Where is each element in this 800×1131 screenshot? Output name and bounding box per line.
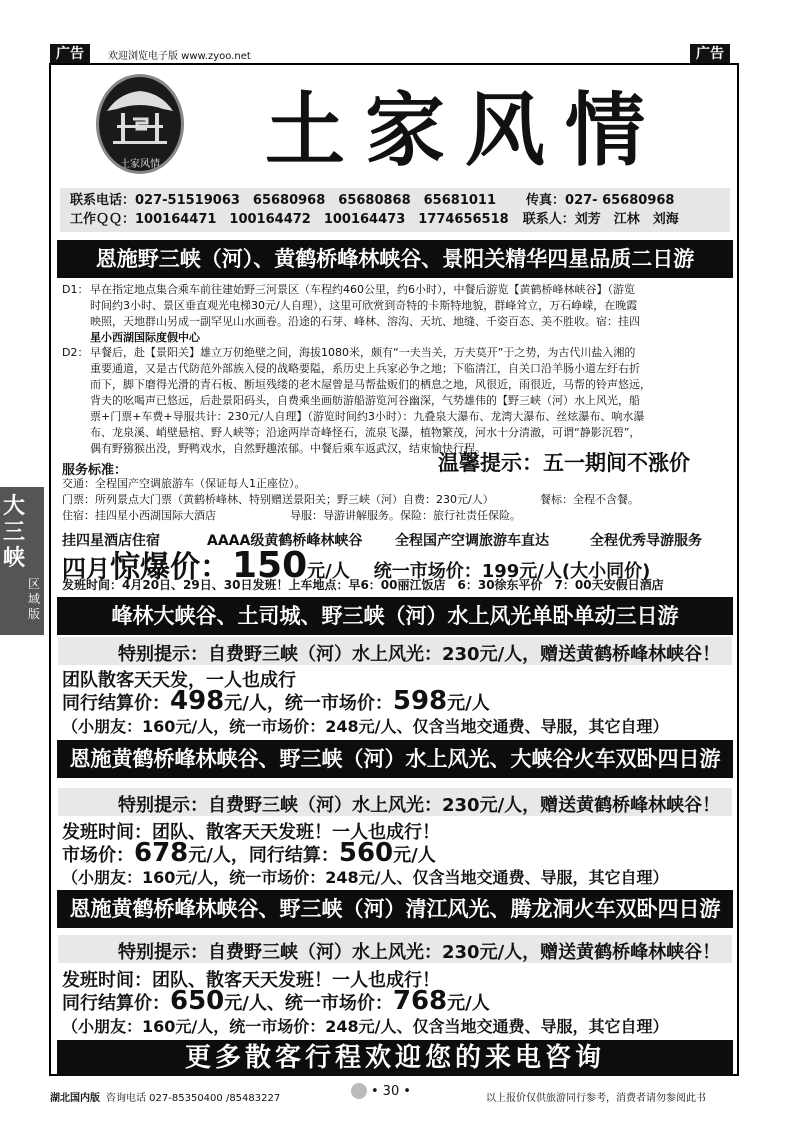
tour3-unit: 元/人， — [188, 845, 249, 866]
tour4-child: （小朋友：160元/人，统一市场价：248元/人、仅含当地交通费、导服，其它自理） — [62, 1017, 669, 1036]
tour1-d2-line: 票+门票+车费+导服共计：230元/人自理】（游览时间约3小时）：九叠泉大瀑布、龙湾大瀑布、丝炫瀑布、响水瀑 — [90, 410, 645, 423]
tour1-d2-line: 早餐后，赴【景阳关】雄立万仞绝壁之间，海拔1080米，颇有“一夫当关，万夫莫开”于之势，为古代川盐入湘的 — [90, 346, 636, 359]
tour2-market-price: 598 — [392, 686, 448, 716]
qq-numbers[interactable]: 100164471 100164472 100164473 1774656518 — [135, 212, 509, 227]
depart-info: 发班时间：4月20日、29日、30日发班！上车地点：早6：00丽江饭店 6：30徐东平价 7：00天安假日酒店 — [62, 578, 664, 592]
tour4-special: 特别提示：自费野三峡（河）水上风光：230元/人，赠送黄鹤桥峰林峡谷！ — [118, 942, 721, 963]
site-url[interactable]: 欢迎浏览电子版 www.zyoo.net — [108, 51, 251, 62]
service-title: 服务标准： — [62, 463, 128, 478]
tour2-child: （小朋友：160元/人，统一市场价：248元/人、仅含当地交通费、导服，其它自理） — [62, 717, 669, 736]
feature-item: AAAA级黄鹤桥峰林峡谷 — [207, 533, 363, 549]
tour3-market-price: 678 — [134, 838, 189, 868]
tour2-unit2: 元/人 — [447, 693, 490, 714]
tour2-unit: 元/人， — [224, 693, 285, 714]
contact-names: 刘芳 江林 刘海 — [574, 212, 679, 227]
page-number: 30 — [382, 1084, 400, 1099]
tour1-d2-line: 偶有野猕猴出没，野鸭戏水，自然野趣浓郁。中餐后乘车返武汉，结束愉快行程。 — [90, 442, 486, 455]
side-tab-big: 大三峡 — [3, 493, 26, 571]
tour4-market-price: 768 — [392, 986, 448, 1016]
price-word: 惊爆价： — [110, 550, 230, 585]
fax-label: 传真： — [526, 193, 566, 208]
phone-label: 联系电话： — [70, 193, 136, 208]
tour1-d2-label: D2： — [62, 346, 89, 359]
footer-edition: 湖北国内版 — [50, 1093, 100, 1104]
feature-item: 全程优秀导游服务 — [590, 533, 702, 549]
service-tickets: 门票：所列景点大门票（黄鹤桥峰林、特别赠送景阳关；野三峡（河）自费：230元/人） — [62, 493, 494, 506]
feature-item: 全程国产空调旅游车直达 — [395, 533, 549, 549]
tour3-price-row — [62, 838, 436, 868]
market-price: 统一市场价：199元/人(大小同价) — [373, 561, 651, 582]
tour4-line1: 发班时间：团队、散客天天发班！一人也成行！ — [62, 970, 440, 991]
tour3-title: 恩施黄鹤桥峰林峡谷、野三峡（河）水上风光、大峡谷火车双卧四日游 — [57, 740, 733, 778]
warm-notice: 温馨提示：五一期间不涨价 — [438, 451, 690, 475]
tour1-d1-line: 映照，天地群山另成一副罕见山水画卷。沿途的石芽、峰林、溶沟、天坑、地缝、千姿百态、美不胜收。宿：挂四 — [90, 315, 640, 328]
tour1-d2-line: 布、龙泉溪、峭壁悬棺、野人峡等；沿途两岸奇峰怪石，流泉飞瀑，植物繁茂，河水十分清澈，可谓“静影沉碧”， — [90, 426, 641, 439]
fax-number[interactable]: 027- 65680968 — [565, 193, 675, 208]
tour4-unit: 元/人、 — [224, 993, 285, 1014]
tour3-special: 特别提示：自费野三峡（河）水上风光：230元/人，赠送黄鹤桥峰林峡谷！ — [118, 795, 721, 816]
page-dot: • — [403, 1084, 411, 1099]
tour2-line1: 团队散客天天发，一人也成行 — [62, 670, 296, 691]
price-unit: 元/人 — [307, 561, 350, 582]
side-tab-small: 区域版 — [27, 577, 40, 621]
contact-box — [60, 188, 730, 232]
tour2-peer-price: 498 — [170, 686, 225, 716]
ad-badge-left: 广告 — [50, 44, 90, 65]
tour3-unit2: 元/人 — [393, 845, 436, 866]
price-prefix: 四月 — [62, 555, 110, 583]
tour3-peer-label: 同行结算： — [248, 845, 339, 866]
footer-phone[interactable]: 咨询电话 027-85350400 /85483227 — [106, 1093, 281, 1104]
qq-label: 工作ＱＱ： — [70, 212, 136, 227]
tour1-title: 恩施野三峡（河）、黄鹤桥峰林峡谷、景阳关精华四星品质二日游 — [57, 240, 733, 278]
tour4-market-label: 统一市场价： — [284, 993, 393, 1014]
page-title: 土家风情 — [265, 83, 665, 177]
tour4-peer-price: 650 — [170, 986, 225, 1016]
tour1-d1-line: 早在指定地点集合乘车前往建始野三河景区（车程约460公里，约6小时），中餐后游览【黄鹤桥峰林峡谷】（游览 — [90, 283, 635, 296]
footer-disclaimer: 以上报价仅供旅游同行参考，消费者请勿参阅此书 — [486, 1093, 706, 1104]
tour1-d1-line: 时间约3小时、景区垂直观光电梯30元/人自理），这里可欣赏到奇特的卡斯特地貌，群峰耸立，万石峥嵘，在晚霞 — [90, 299, 638, 312]
contact-label: 联系人： — [522, 212, 575, 227]
tour3-peer-price: 560 — [338, 838, 394, 868]
ad-badge-right: 广告 — [690, 44, 730, 65]
tour2-market-label: 统一市场价： — [284, 693, 393, 714]
tour1-d1 — [90, 282, 730, 346]
tour1-d2-line: 背夫的吆喝声已悠远，后赴景阳码头，自费乘坐画舫游船游览河谷幽深，气势雄伟的【野三峡（河）水上风光，船 — [90, 394, 640, 407]
tour4-title: 恩施黄鹤桥峰林峡谷、野三峡（河）清江风光、腾龙洞火车双卧四日游 — [57, 890, 733, 928]
tour1-d1-line: 星小西湖国际度假中心 — [90, 331, 200, 344]
feature-item: 挂四星酒店住宿 — [62, 533, 160, 549]
logo — [96, 74, 184, 174]
page-number-group — [371, 1084, 411, 1099]
logo-caption: 土家风情 — [120, 159, 160, 170]
tour3-child: （小朋友：160元/人，统一市场价：248元/人、仅含当地交通费、导服，其它自理） — [62, 868, 669, 887]
tour3-market-label: 市场价： — [62, 845, 134, 866]
service-hotel: 住宿：挂四星小西湖国际大酒店 — [62, 509, 216, 522]
tour3-line1: 发班时间：团队、散客天天发班！一人也成行！ — [62, 822, 440, 843]
phone-numbers[interactable]: 027-51519063 65680968 65680868 65681011 — [135, 193, 497, 208]
side-tab — [0, 487, 44, 635]
pavilion-icon — [99, 83, 181, 153]
service-guide: 导服：导游讲解服务。保险：旅行社责任保险。 — [290, 509, 521, 522]
tour1-d2 — [90, 345, 730, 457]
tour1-d2-line: 而下，脚下磨得光滑的青石板、断垣残缕的老木屋曾是马帮盐贩们的栖息之地，风很近，雨很近，马帮的铃声悠远， — [90, 378, 651, 391]
service-traffic: 交通：全程国产空调旅游车（保证每人1正座位）。 — [62, 477, 306, 490]
service-meals: 餐标：全程不含餐。 — [540, 493, 639, 506]
footer-left — [50, 1089, 280, 1104]
tour1-d1-label: D1： — [62, 283, 89, 296]
tour1-d2-line: 重要通道，又是古代防范外部族入侵的战略要隘，系历史上兵家必争之地；下临清江，自关口沿羊肠小道左纡右折 — [90, 362, 640, 375]
tour4-peer-label: 同行结算价： — [62, 993, 170, 1014]
tour2-peer-label: 同行结算价： — [62, 693, 170, 714]
price-value: 150 — [232, 545, 308, 586]
tour4-price-row — [62, 986, 490, 1016]
tour2-special: 特别提示：自费野三峡（河）水上风光：230元/人，赠送黄鹤桥峰林峡谷！ — [118, 644, 721, 665]
tour2-price-row — [62, 686, 490, 716]
page-emblem-icon — [351, 1083, 367, 1099]
page-dot: • — [371, 1084, 379, 1099]
tour2-title: 峰林大峡谷、土司城、野三峡（河）水上风光单卧单动三日游 — [57, 597, 733, 635]
tour4-unit2: 元/人 — [447, 993, 490, 1014]
bottom-banner: 更多散客行程欢迎您的来电咨询 — [57, 1040, 733, 1076]
